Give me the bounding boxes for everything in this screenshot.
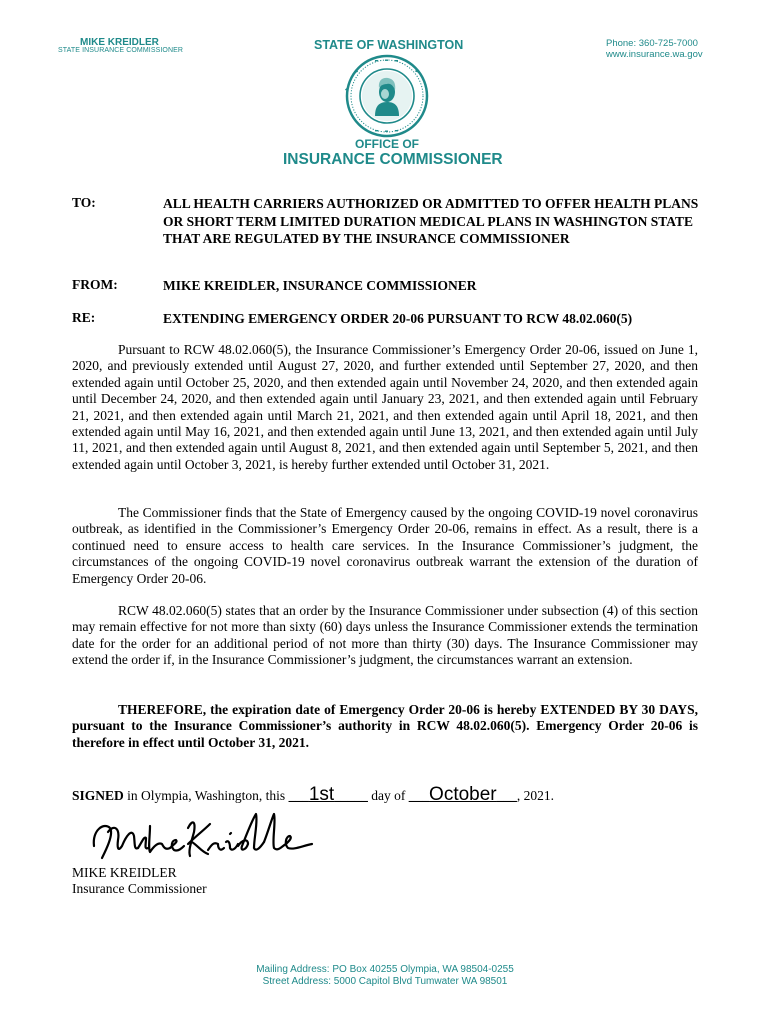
month-blank: [408, 784, 517, 805]
day-value: 1st: [308, 784, 335, 805]
phone-number: Phone: 360-725-7000: [606, 38, 698, 49]
street-address: Street Address: 5000 Capitol Blvd Tumwater WA 98501: [262, 976, 508, 987]
office-name: INSURANCE COMMISSIONER: [283, 151, 503, 168]
paragraph-extension-history: Pursuant to RCW 48.02.060(5), the Insurance Commissioner’s Emergency Order 20-06, issued on June 1, 2020, and previously extended until August 27, 2020, and further extended until September 27, 2020, and then extended again until October 25, 2020, and then extended again until November 24, 2020, and then extended again until December 24, 2020, and then extended again until January 23, 2021, and then extended again until February 21, 2021, and then extended again until March 21, 2021, and then extended again until April 18, 2021, and then extended again until May 16, 2021, and then extended again until June 13, 2021, and then extended again until July 11, 2021, and then extended again until August 8, 2021, and then extended again until September 5, 2021, and then extended again until October 3, 2021, is hereby further extended until October 31, 2021.: [72, 342, 698, 472]
signed-label: SIGNED: [72, 788, 124, 803]
commissioner-name: MIKE KREIDLER: [80, 37, 159, 48]
signer-title: Insurance Commissioner: [72, 881, 207, 896]
paragraph-order: THEREFORE, the expiration date of Emergency Order 20-06 is hereby EXTENDED BY 30 DAYS, pursuant to the Insurance Commissioner’s authority in RCW 48.02.060(5). Emergency Order 20-06 is therefore in effect until October 31, 2021.: [72, 702, 698, 750]
paragraph-statute: RCW 48.02.060(5) states that an order by the Insurance Commissioner under subsection (4) of this section may remain effective for not more than sixty (60) days unless the Insurance Commissioner extends the termination date for the order for an additional period of not more than thirty (30) days. The Insurance Commissioner may extend the order if, in the Insurance Commissioner’s judgment, the circumstances warrant an extension.: [72, 603, 698, 668]
day-blank-post: _____: [334, 788, 368, 803]
day-blank: [288, 784, 368, 805]
day-blank-pre: ___: [288, 788, 309, 803]
commissioner-subtitle: STATE INSURANCE COMMISSIONER: [58, 47, 184, 54]
from-label: FROM:: [72, 277, 118, 292]
paragraph-findings: The Commissioner finds that the State of Emergency caused by the ongoing COVID-19 novel coronavirus outbreak, as identified in the Commissioner’s Emergency Order 20-06, remains in effect. As a result, there is a continued need to ensure access to health care services. In the Insurance Commissioner’s judgment, the circumstances of the ongoing COVID-19 novel coronavirus outbreak warrant the extension of the duration of Emergency Order 20-06.: [72, 505, 698, 586]
mailing-address: Mailing Address: PO Box 40255 Olympia, WA 98504-0255: [256, 964, 514, 975]
signed-text-year: , 2021.: [516, 788, 555, 803]
signed-line: [72, 784, 554, 806]
handwritten-signature: [84, 806, 316, 868]
month-blank-post: ___: [496, 788, 517, 803]
website-link[interactable]: www.insurance.wa.gov: [606, 49, 703, 60]
re-value: EXTENDING EMERGENCY ORDER 20-06 PURSUANT TO RCW 48.02.060(5): [163, 311, 633, 326]
office-of-label: OFFICE OF: [355, 137, 419, 151]
signed-text-day-of: day of: [367, 788, 409, 803]
state-heading: STATE OF WASHINGTON: [314, 38, 464, 52]
to-value: ALL HEALTH CARRIERS AUTHORIZED OR ADMITTED TO OFFER HEALTH PLANS OR SHORT TERM LIMITED DURATION MEDICAL PLANS IN WASHINGTON STATE THAT ARE REGULATED BY THE INSURANCE COMMISSIONER: [163, 196, 699, 246]
month-blank-pre: ___: [408, 788, 430, 803]
signer-name: MIKE KREIDLER: [72, 865, 177, 880]
state-seal-icon: [345, 54, 429, 138]
from-value: MIKE KREIDLER, INSURANCE COMMISSIONER: [163, 278, 477, 293]
to-label: TO:: [72, 195, 96, 210]
signed-text-location: in Olympia, Washington, this: [123, 788, 289, 803]
re-label: RE:: [72, 310, 96, 325]
month-value: October: [429, 784, 497, 805]
